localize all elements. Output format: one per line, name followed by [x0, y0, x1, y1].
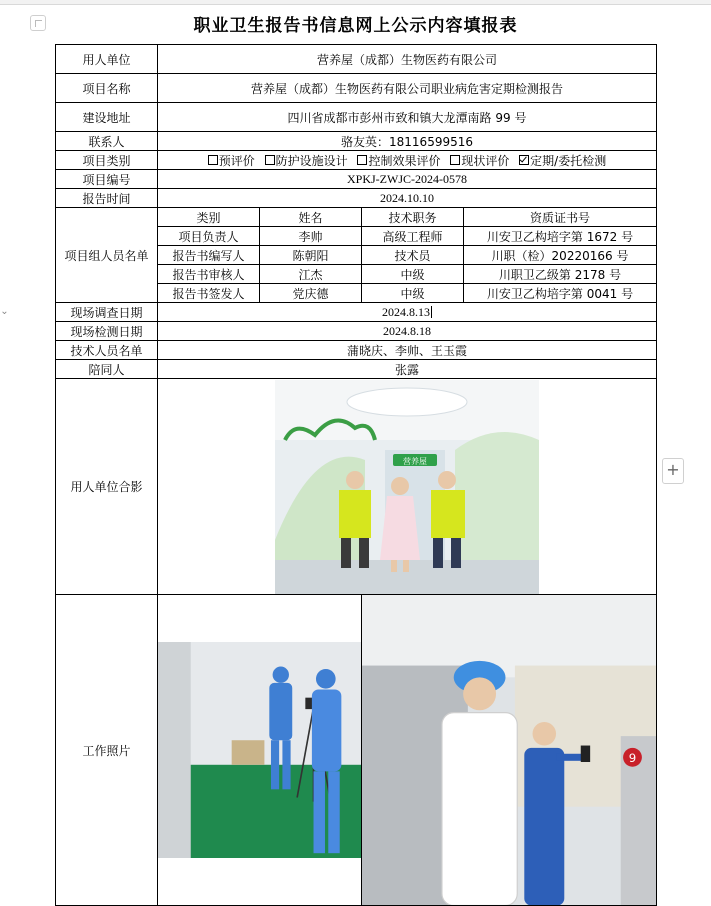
employer-value[interactable]: 营养屋（成都）生物医药有限公司 — [158, 45, 657, 74]
checkbox-icon[interactable] — [450, 155, 460, 165]
row-project-no — [56, 170, 657, 189]
checked-checkbox-icon[interactable] — [519, 155, 529, 165]
checkbox-icon[interactable] — [208, 155, 218, 165]
sound-meter — [581, 746, 590, 762]
photo-ceiling — [362, 595, 656, 677]
report-date-label: 报告时间 — [56, 189, 158, 208]
technicians-label: 技术人员名单 — [56, 341, 158, 360]
escort-value[interactable]: 张露 — [158, 360, 657, 379]
test-date-label: 现场检测日期 — [56, 322, 158, 341]
category-option-label: 定期/委托检测 — [530, 153, 607, 168]
team-header-cell: 类别 — [158, 208, 260, 227]
row-technicians — [56, 341, 657, 360]
row-test-date — [56, 322, 657, 341]
photo-bench — [232, 740, 265, 765]
machine-number: 9 — [628, 750, 637, 765]
row-work-photos — [56, 595, 657, 906]
escort-label: 陪同人 — [56, 360, 158, 379]
employer-label: 用人单位 — [56, 45, 158, 74]
group-photo-cell — [158, 379, 657, 595]
report-form-table — [55, 44, 657, 906]
row-category — [56, 151, 657, 170]
work-photo-right-cell — [362, 595, 657, 906]
team-cell[interactable]: 陈朝阳 — [260, 246, 362, 265]
category-label: 项目类别 — [56, 151, 158, 170]
category-option[interactable] — [519, 154, 606, 168]
category-options — [158, 151, 657, 170]
checkbox-icon[interactable] — [357, 155, 367, 165]
contact-value[interactable]: 骆友英：18116599516 — [158, 132, 657, 151]
team-header-cell: 资质证书号 — [464, 208, 657, 227]
technicians-value[interactable]: 蒲晓庆、李帅、王玉霞 — [158, 341, 657, 360]
category-option[interactable] — [357, 154, 440, 168]
address-label: 建设地址 — [56, 103, 158, 132]
work-photo-right[interactable] — [362, 595, 656, 905]
toolbar-ghost-text — [40, 0, 83, 4]
category-option-label: 防护设施设计 — [275, 153, 348, 168]
team-header-cell: 技术职务 — [362, 208, 464, 227]
team-cell[interactable]: 川职卫乙级第 2178 号 — [464, 265, 657, 284]
group-photo-label: 用人单位合影 — [56, 379, 158, 595]
survey-date-label: 现场调查日期 — [56, 303, 158, 322]
category-option-label: 现状评价 — [461, 153, 510, 168]
project-no-label: 项目编号 — [56, 170, 158, 189]
team-cell[interactable]: 报告书签发人 — [158, 284, 260, 303]
test-date-value[interactable]: 2024.8.18 — [158, 322, 657, 341]
category-option-label: 预评价 — [218, 153, 255, 168]
team-cell[interactable]: 川安卫乙构培字第 0041 号 — [464, 284, 657, 303]
address-value[interactable]: 四川省成都市彭州市致和镇大龙潭南路 99 号 — [158, 103, 657, 132]
row-report-date — [56, 189, 657, 208]
team-cell[interactable]: 技术员 — [362, 246, 464, 265]
team-cell[interactable]: 江杰 — [260, 265, 362, 284]
collapse-chevron-icon[interactable]: ⌄ — [0, 306, 9, 317]
text-cursor — [431, 306, 432, 318]
team-header-cell: 姓名 — [260, 208, 362, 227]
report-date-value[interactable]: 2024.10.10 — [158, 189, 657, 208]
row-group-photo — [56, 379, 657, 595]
checkbox-icon[interactable] — [265, 155, 275, 165]
team-cell[interactable]: 党庆德 — [260, 284, 362, 303]
team-header-row — [56, 208, 657, 227]
photo-machine — [158, 642, 191, 858]
sign-text: 营养屋 — [403, 456, 427, 466]
team-cell[interactable]: 高级工程师 — [362, 227, 464, 246]
page-title: 职业卫生报告书信息网上公示内容填报表 — [193, 16, 518, 36]
row-employer — [56, 45, 657, 74]
ceiling-light — [347, 388, 467, 416]
survey-date-value[interactable] — [158, 303, 657, 322]
team-cell[interactable]: 中级 — [362, 284, 464, 303]
work-photo-label: 工作照片 — [56, 595, 158, 906]
work-photo-left[interactable] — [158, 642, 361, 858]
add-row-button[interactable]: + — [662, 458, 684, 484]
category-option[interactable] — [265, 154, 348, 168]
category-option[interactable] — [450, 154, 509, 168]
category-option[interactable] — [208, 154, 255, 168]
survey-date-text: 2024.8.13 — [382, 304, 430, 319]
row-project-name — [56, 74, 657, 103]
project-no-value[interactable]: XPKJ-ZWJC-2024-0578 — [158, 170, 657, 189]
contact-label: 联系人 — [56, 132, 158, 151]
row-address — [56, 103, 657, 132]
team-cell[interactable]: 川安卫乙构培字第 1672 号 — [464, 227, 657, 246]
project-name-value[interactable]: 营养屋（成都）生物医药有限公司职业病危害定期检测报告 — [158, 74, 657, 103]
team-cell[interactable]: 报告书编写人 — [158, 246, 260, 265]
row-escort — [56, 360, 657, 379]
team-cell[interactable]: 项目负责人 — [158, 227, 260, 246]
team-cell[interactable]: 报告书审核人 — [158, 265, 260, 284]
team-label: 项目组人员名单 — [56, 208, 158, 303]
team-cell[interactable]: 川职（检）20220166 号 — [464, 246, 657, 265]
row-survey-date — [56, 303, 657, 322]
work-photo-left-cell — [158, 595, 362, 906]
category-option-label: 控制效果评价 — [368, 153, 441, 168]
team-cell[interactable]: 中级 — [362, 265, 464, 284]
group-photo[interactable] — [275, 380, 539, 594]
project-name-label: 项目名称 — [56, 74, 158, 103]
row-contact — [56, 132, 657, 151]
top-toolbar-strip — [0, 0, 711, 5]
team-cell[interactable]: 李帅 — [260, 227, 362, 246]
